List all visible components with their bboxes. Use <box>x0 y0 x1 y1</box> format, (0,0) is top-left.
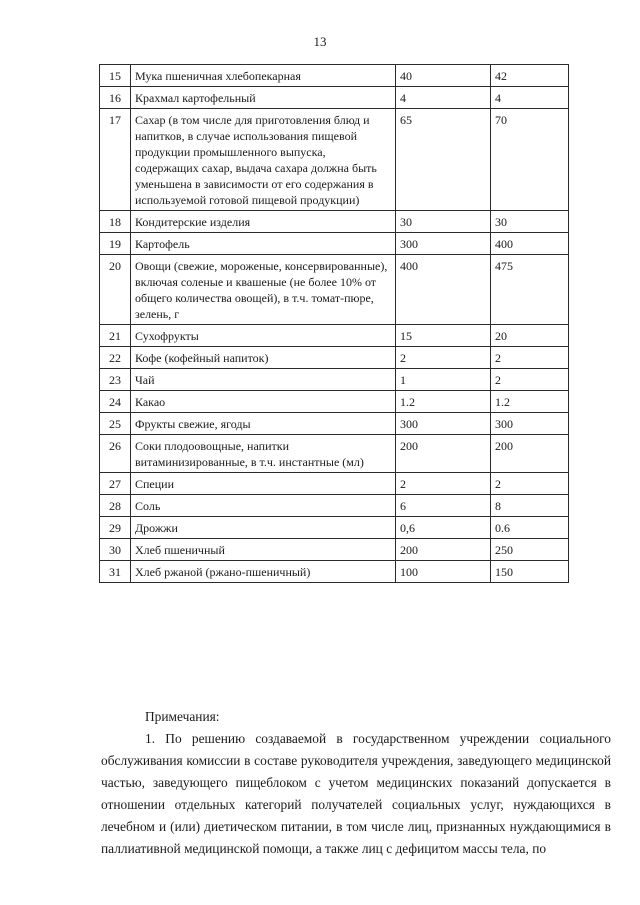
norm-value-2: 250 <box>491 539 569 561</box>
norm-value-2: 20 <box>491 325 569 347</box>
product-name: Чай <box>131 369 396 391</box>
table-row <box>100 517 569 539</box>
table-row <box>100 109 569 211</box>
row-number: 17 <box>100 109 131 211</box>
table-row <box>100 347 569 369</box>
norm-value-2: 2 <box>491 347 569 369</box>
norm-value-2: 150 <box>491 561 569 583</box>
row-number: 15 <box>100 65 131 87</box>
product-name: Кофе (кофейный напиток) <box>131 347 396 369</box>
table-row <box>100 391 569 413</box>
table-row <box>100 539 569 561</box>
table-row <box>100 87 569 109</box>
row-number: 19 <box>100 233 131 255</box>
product-name: Хлеб ржаной (ржано-пшеничный) <box>131 561 396 583</box>
food-norms-table <box>99 64 569 583</box>
table-row <box>100 369 569 391</box>
row-number: 23 <box>100 369 131 391</box>
row-number: 29 <box>100 517 131 539</box>
norm-value-1: 30 <box>396 211 491 233</box>
row-number: 22 <box>100 347 131 369</box>
row-number: 25 <box>100 413 131 435</box>
table-row <box>100 325 569 347</box>
norm-value-2: 70 <box>491 109 569 211</box>
table-row <box>100 65 569 87</box>
norm-value-1: 65 <box>396 109 491 211</box>
norm-value-2: 0.6 <box>491 517 569 539</box>
product-name: Фрукты свежие, ягоды <box>131 413 396 435</box>
norm-value-2: 475 <box>491 255 569 325</box>
table-row <box>100 255 569 325</box>
norm-value-1: 6 <box>396 495 491 517</box>
norm-value-1: 400 <box>396 255 491 325</box>
norm-value-2: 4 <box>491 87 569 109</box>
norm-value-2: 2 <box>491 369 569 391</box>
table-row <box>100 561 569 583</box>
table-row <box>100 413 569 435</box>
norm-value-1: 200 <box>396 435 491 473</box>
norm-value-2: 8 <box>491 495 569 517</box>
norm-value-2: 400 <box>491 233 569 255</box>
norm-value-2: 200 <box>491 435 569 473</box>
norm-value-2: 42 <box>491 65 569 87</box>
table-row <box>100 233 569 255</box>
row-number: 21 <box>100 325 131 347</box>
row-number: 18 <box>100 211 131 233</box>
norm-value-1: 2 <box>396 473 491 495</box>
norm-value-1: 300 <box>396 233 491 255</box>
notes-paragraph-1: 1. По решению создаваемой в государственном учреждении социального обслуживания комиссии в составе руководителя учреждения, заведующего медицинской частью, заведующего пищеблоком с учетом медицинских показаний допускается в отношении отдельных категорий получателей социальных услуг, нуждающихся в лечебном и (или) диетическом питании, в том числе лиц, признанных нуждающимися в паллиативной медицинской помощи, а также лиц с дефицитом массы тела, по <box>101 731 611 856</box>
norm-value-1: 0,6 <box>396 517 491 539</box>
product-name: Крахмал картофельный <box>131 87 396 109</box>
norm-value-1: 4 <box>396 87 491 109</box>
table-row <box>100 473 569 495</box>
product-name: Соль <box>131 495 396 517</box>
table-row <box>100 495 569 517</box>
product-name: Сахар (в том числе для приготовления блюд и напитков, в случае использования пищевой продукции промышленного выпуска, содержащих сахар, выдача сахара должна быть уменьшена в зависимости от его содержания в используемой готовой пищевой продукции) <box>131 109 396 211</box>
product-name: Дрожжи <box>131 517 396 539</box>
norm-value-1: 15 <box>396 325 491 347</box>
product-name: Специи <box>131 473 396 495</box>
food-norms-table-body <box>100 65 569 583</box>
norm-value-2: 300 <box>491 413 569 435</box>
norm-value-2: 2 <box>491 473 569 495</box>
norm-value-2: 30 <box>491 211 569 233</box>
norm-value-1: 200 <box>396 539 491 561</box>
product-name: Хлеб пшеничный <box>131 539 396 561</box>
product-name: Овощи (свежие, мороженые, консервированные), включая соленые и квашеные (не более 10% от общего количества овощей), в т.ч. томат-пюре, зелень, г <box>131 255 396 325</box>
norm-value-1: 2 <box>396 347 491 369</box>
norm-value-1: 300 <box>396 413 491 435</box>
product-name: Соки плодоовощные, напитки витаминизированные, в т.ч. инстантные (мл) <box>131 435 396 473</box>
product-name: Сухофрукты <box>131 325 396 347</box>
notes-title: Примечания: <box>145 709 220 724</box>
row-number: 27 <box>100 473 131 495</box>
norm-value-1: 100 <box>396 561 491 583</box>
product-name: Какао <box>131 391 396 413</box>
row-number: 16 <box>100 87 131 109</box>
table-row <box>100 211 569 233</box>
table-row <box>100 435 569 473</box>
row-number: 20 <box>100 255 131 325</box>
row-number: 28 <box>100 495 131 517</box>
page-number: 13 <box>313 34 327 49</box>
product-name: Картофель <box>131 233 396 255</box>
norm-value-1: 1 <box>396 369 491 391</box>
row-number: 30 <box>100 539 131 561</box>
row-number: 24 <box>100 391 131 413</box>
product-name: Кондитерские изделия <box>131 211 396 233</box>
norm-value-2: 1.2 <box>491 391 569 413</box>
row-number: 31 <box>100 561 131 583</box>
row-number: 26 <box>100 435 131 473</box>
product-name: Мука пшеничная хлебопекарная <box>131 65 396 87</box>
norm-value-1: 40 <box>396 65 491 87</box>
notes-section <box>101 706 611 860</box>
norm-value-1: 1.2 <box>396 391 491 413</box>
